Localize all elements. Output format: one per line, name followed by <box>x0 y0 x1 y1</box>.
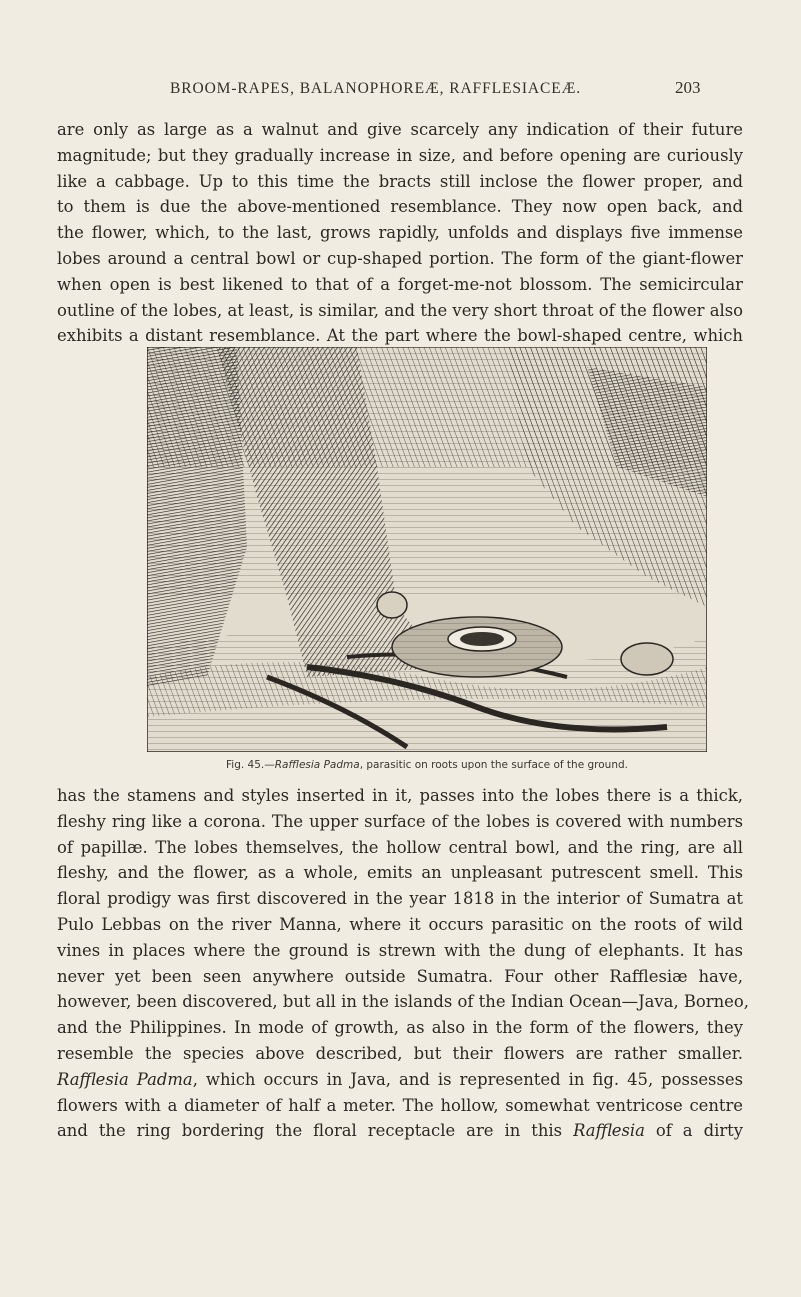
text-line: are only as large as a walnut and give scarcely any indication of their future <box>57 120 743 139</box>
text-line: never yet been seen anywhere outside Sumatra. Four other Rafflesiæ have, <box>57 966 743 986</box>
figure-45 <box>147 347 707 777</box>
running-head: BROOM-RAPES, BALANOPHOREÆ, RAFFLESIACEÆ. <box>170 80 582 97</box>
text-line: to them is due the above-mentioned resemblance. They now open back, and <box>57 197 743 217</box>
text-line: fleshy, and the flower, as a whole, emits an unpleasant putrescent smell. This <box>57 863 743 883</box>
text-line: floral prodigy was first discovered in the year 1818 in the interior of Sumatra at <box>57 889 743 909</box>
text-line: and the Philippines. In mode of growth, as also in the form of the flowers, they <box>57 1018 743 1038</box>
text-line: magnitude; but they gradually increase in size, and before opening are curiously <box>57 145 743 165</box>
text-line: flowers with a diameter of half a meter. The hollow, somewhat ventricose centre <box>57 1095 743 1115</box>
figure-caption: Fig. 45.—Rafflesia Padma, parasitic on roots upon the surface of the ground. <box>226 759 628 771</box>
text-line: Pulo Lebbas on the river Manna, where it occurs parasitic on the roots of wild <box>57 914 743 934</box>
rafflesia-small-flower <box>621 643 673 675</box>
text-line: lobes around a central bowl or cup-shaped portion. The form of the giant-flower <box>57 248 743 268</box>
text-line: outline of the lobes, at least, is similar, and the very short throat of the flower also <box>57 300 743 320</box>
text-line: however, been discovered, but all in the islands of the Indian Ocean—Java, Borneo, <box>57 992 749 1012</box>
text-line: and the ring bordering the floral receptacle are in this Rafflesia of a dirty <box>57 1121 743 1141</box>
text-line: of papillæ. The lobes themselves, the hollow central bowl, and the ring, are all <box>57 837 743 857</box>
paragraph-1 <box>57 117 743 349</box>
text-line: has the stamens and styles inserted in it, passes into the lobes there is a thick, <box>57 786 743 805</box>
text-line: like a cabbage. Up to this time the bracts still inclose the flower proper, and <box>57 171 743 191</box>
paragraph-2 <box>57 783 749 1144</box>
rafflesia-bud <box>377 592 407 618</box>
text-line: the flower, which, to the last, grows rapidly, unfolds and displays five immense <box>57 223 743 243</box>
text-line: when open is best likened to that of a forget-me-not blossom. The semicircular <box>57 274 743 294</box>
text-line: fleshy ring like a corona. The upper surface of the lobes is covered with numbers <box>57 811 743 831</box>
page-header <box>0 78 801 102</box>
text-line: vines in places where the ground is strewn with the dung of elephants. It has <box>57 940 743 960</box>
engraving-illustration <box>147 347 707 752</box>
text-line: exhibits a distant resemblance. At the part where the bowl-shaped centre, which <box>57 326 743 346</box>
rafflesia-flower <box>392 617 562 677</box>
page-number: 203 <box>675 78 701 97</box>
text-line: resemble the species above described, but their flowers are rather smaller. <box>57 1043 743 1063</box>
text-line: Rafflesia Padma, which occurs in Java, and is represented in fig. 45, possesses <box>57 1069 743 1089</box>
